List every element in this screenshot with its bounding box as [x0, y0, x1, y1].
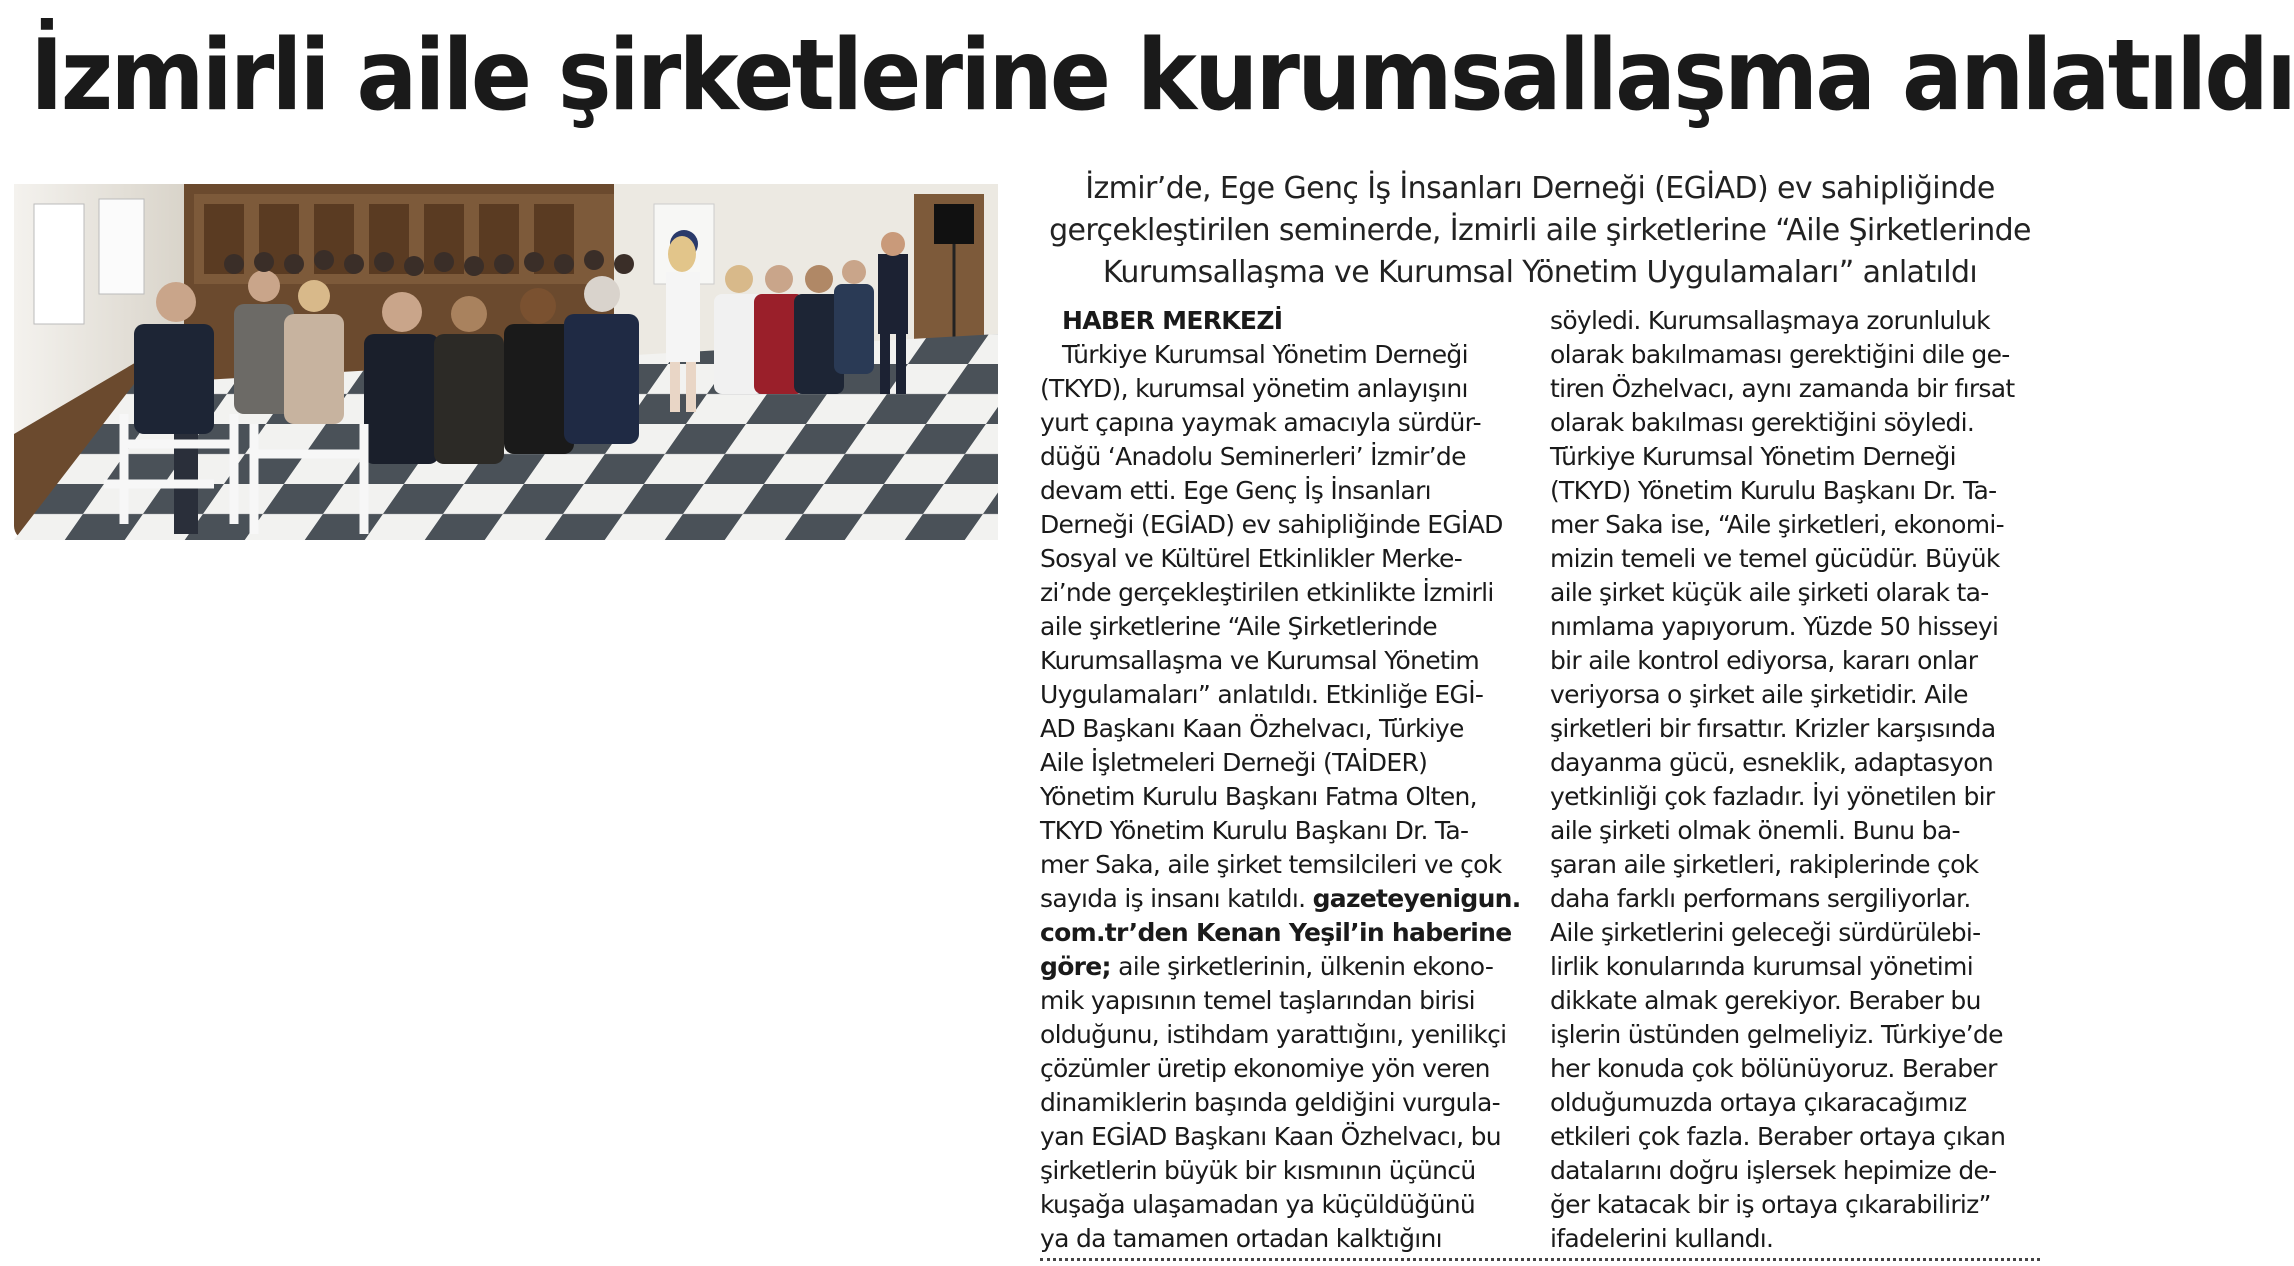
- body-line: veriyorsa o şirket aile şirketidir. Aile: [1550, 680, 1968, 709]
- byline: HABER MERKEZİ: [1062, 306, 1283, 335]
- body-line: her konuda çok bölünüyoruz. Beraber: [1550, 1054, 1997, 1083]
- body-text: aile şirketlerinin, ülkenin ekono-: [1110, 952, 1494, 981]
- body-line: şaran aile şirketleri, rakiplerinde çok: [1550, 850, 1979, 879]
- body-line: lirlik konularında kurumsal yönetimi: [1550, 952, 1973, 981]
- body-line: etkileri çok fazla. Beraber ortaya çıkan: [1550, 1122, 2006, 1151]
- body-line: devam etti. Ege Genç İş İnsanları: [1040, 476, 1431, 505]
- body-line: [1040, 916, 1540, 950]
- body-line: aile şirket küçük aile şirketi olarak ta-: [1550, 578, 1989, 607]
- body-line: [1040, 882, 1540, 916]
- body-line: Türkiye Kurumsal Yönetim Derneği: [1062, 340, 1468, 369]
- body-line: Derneği (EGİAD) ev sahipliğinde EGİAD: [1040, 510, 1503, 539]
- body-line: aile şirketi olmak önemli. Bunu ba-: [1550, 816, 1960, 845]
- body-line: ifadelerini kullandı.: [1550, 1224, 1774, 1253]
- deck-line: İzmir’de, Ege Genç İş İnsanları Derneği (EGİAD) ev sahipliğinde: [1085, 171, 1995, 206]
- body-line: dinamiklerin başında geldiğini vurgula-: [1040, 1088, 1500, 1117]
- body-line: yan EGİAD Başkanı Kaan Özhelvacı, bu: [1040, 1122, 1501, 1151]
- deck-line: gerçekleştirilen seminerde, İzmirli aile şirketlerine “Aile Şirketlerinde: [1049, 213, 2031, 248]
- body-line: Kurumsallaşma ve Kurumsal Yönetim: [1040, 646, 1479, 675]
- body-line: datalarını doğru işlersek hepimize de-: [1550, 1156, 1997, 1185]
- body-line: nımlama yapıyorum. Yüzde 50 hisseyi: [1550, 612, 1999, 641]
- body-line: tiren Özhelvacı, aynı zamanda bir fırsat: [1550, 374, 2015, 403]
- body-line: mizin temeli ve temel gücüdür. Büyük: [1550, 544, 2000, 573]
- body-line: olduğumuzda ortaya çıkaracağımız: [1550, 1088, 1967, 1117]
- source-credit: göre;: [1040, 952, 1111, 981]
- body-line: mik yapısının temel taşlarından birisi: [1040, 986, 1475, 1015]
- body-line: kuşağa ulaşamadan ya küçüldüğünü: [1040, 1190, 1476, 1219]
- body-line: (TKYD) Yönetim Kurulu Başkanı Dr. Ta-: [1550, 476, 1997, 505]
- body-line: mer Saka, aile şirket temsilcileri ve çok: [1040, 850, 1502, 879]
- body-line: bir aile kontrol ediyorsa, kararı onlar: [1550, 646, 1978, 675]
- body-line: Türkiye Kurumsal Yönetim Derneği: [1550, 442, 1956, 471]
- source-credit: gazeteyenigun.: [1312, 884, 1521, 913]
- body-line: Aile İşletmeleri Derneği (TAİDER): [1040, 748, 1428, 777]
- body-line: işlerin üstünden gelmeliyiz. Türkiye’de: [1550, 1020, 2003, 1049]
- body-line: (TKYD), kurumsal yönetim anlayışını: [1040, 374, 1468, 403]
- body-text: sayıda iş insanı katıldı.: [1040, 884, 1313, 913]
- body-line: olarak bakılması gerektiğini söyledi.: [1550, 408, 1975, 437]
- body-line: şirketleri bir fırsattır. Krizler karşısında: [1550, 714, 1996, 743]
- source-credit: com.tr’den Kenan Yeşil’in haberine: [1040, 918, 1512, 947]
- article-column-left: [1040, 304, 1540, 1256]
- body-line: Aile şirketlerini geleceği sürdürülebi-: [1550, 918, 1981, 947]
- body-line: düğü ‘Anadolu Seminerleri’ İzmir’de: [1040, 442, 1466, 471]
- body-line: olduğunu, istihdam yarattığını, yenilikçi: [1040, 1020, 1507, 1049]
- body-line: olarak bakılmaması gerektiğini dile ge-: [1550, 340, 2010, 369]
- body-line: zi’nde gerçekleştirilen etkinlikte İzmirli: [1040, 578, 1494, 607]
- seminar-photo-illustration: [14, 184, 998, 540]
- body-line: dayanma gücü, esneklik, adaptasyon: [1550, 748, 1993, 777]
- body-line: AD Başkanı Kaan Özhelvacı, Türkiye: [1040, 714, 1464, 743]
- body-line: mer Saka ise, “Aile şirketleri, ekonomi-: [1550, 510, 2004, 539]
- body-line: Uygulamaları” anlatıldı. Etkinliğe EGİ-: [1040, 680, 1484, 709]
- body-line: Yönetim Kurulu Başkanı Fatma Olten,: [1040, 782, 1477, 811]
- body-line: [1040, 950, 1540, 984]
- body-line: ya da tamamen ortadan kalktığını: [1040, 1224, 1442, 1253]
- body-line: yurt çapına yaymak amacıyla sürdür-: [1040, 408, 1481, 437]
- body-line: aile şirketlerine “Aile Şirketlerinde: [1040, 612, 1437, 641]
- article-deck: [1040, 168, 2040, 294]
- headline: İzmirli aile şirketlerine kurumsallaşma anlatıldı: [30, 19, 2294, 133]
- body-line: çözümler üretip ekonomiye yön veren: [1040, 1054, 1490, 1083]
- body-line: Sosyal ve Kültürel Etkinlikler Merke-: [1040, 544, 1463, 573]
- body-line: TKYD Yönetim Kurulu Başkanı Dr. Ta-: [1040, 816, 1469, 845]
- deck-line: Kurumsallaşma ve Kurumsal Yönetim Uygulamaları” anlatıldı: [1102, 255, 1978, 290]
- seminar-photo: [14, 184, 998, 540]
- body-line: yetkinliği çok fazladır. İyi yönetilen bir: [1550, 782, 1995, 811]
- body-line: şirketlerin büyük bir kısmının üçüncü: [1040, 1156, 1476, 1185]
- body-line: söyledi. Kurumsallaşmaya zorunluluk: [1550, 306, 1990, 335]
- body-line: ğer katacak bir iş ortaya çıkarabiliriz”: [1550, 1190, 1991, 1219]
- article-column-right: [1550, 304, 2045, 1256]
- dotted-divider: [1040, 1258, 2040, 1261]
- body-line: dikkate almak gerekiyor. Beraber bu: [1550, 986, 1981, 1015]
- body-line: daha farklı performans sergiliyorlar.: [1550, 884, 1971, 913]
